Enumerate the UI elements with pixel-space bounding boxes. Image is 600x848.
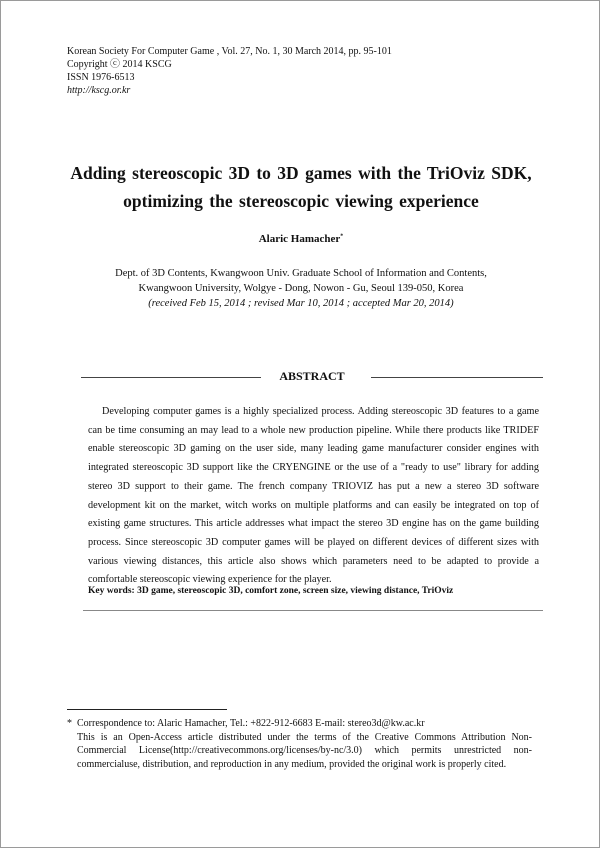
footnote-rule: [67, 709, 227, 710]
paper-title: [41, 159, 561, 215]
copyright-line: Copyright ⓒ 2014 KSCG: [67, 59, 172, 70]
author: [1, 233, 600, 245]
abstract-heading: [81, 369, 543, 385]
correspondence-text: Correspondence to: Alaric Hamacher, Tel.: +822-912-6683 E-mail: stereo3d@kw.ac.kr: [77, 718, 425, 729]
section-divider: [83, 610, 543, 611]
journal-citation: Korean Society For Computer Game , Vol. 27, No. 1, 30 March 2014, pp. 95-101: [67, 46, 392, 57]
footnote-star: *: [67, 718, 72, 729]
abstract-rule-right: [371, 377, 543, 378]
footnote: [67, 717, 532, 771]
keywords-label: Key words:: [88, 586, 135, 596]
title-line-2: optimizing the stereoscopic viewing experience: [123, 191, 479, 211]
affiliation-line-2: Kwangwoon University, Wolgye - Dong, Nowon - Gu, Seoul 139-050, Korea: [138, 283, 464, 294]
journal-url[interactable]: http://kscg.or.kr: [67, 85, 131, 96]
issn-line: ISSN 1976-6513: [67, 72, 135, 83]
keywords-text: 3D game, stereoscopic 3D, comfort zone, screen size, viewing distance, TriOviz: [137, 586, 454, 596]
received-dates: (received Feb 15, 2014 ; revised Mar 10, 2014 ; accepted Mar 20, 2014): [148, 298, 454, 309]
journal-header: [67, 45, 392, 97]
author-name: Alaric Hamacher: [258, 233, 341, 245]
license-text: This is an Open-Access article distributed under the terms of the Creative Commons Attribution Non-Commercial License(http://creativecommons.org/licenses/by-nc/3.0) which permits unrestricted non-commercialuse, distribution, and reproduction in any medium, provided the original work is properly cited.: [77, 731, 532, 770]
abstract-body: Developing computer games is a highly specialized process. Adding stereoscopic 3D features to a game can be time consuming an may lead to a whole new production pipeline. While there products like TRIDEF enable stereoscopic 3D gaming on the user side, many leading game manufacturer consider engines with integrated stereoscopic 3D support like the CRYENGINE or the use of a "ready to use" library for adding stereo 3D support to their game. The french company TRIOVIZ has put a new a stereo 3D software development kit on the market, witch works on multiple platforms and can easily be integrated on top of existing game structures. This article addresses what impact the stereo 3D engine has on the game building process. Since stereoscopic 3D computer games will be played on different devices of different sizes with various viewing distances, this article also shows which parameters need to be adapted to provide a comfortable stereoscopic viewing experience for the player.: [88, 406, 539, 586]
author-mark: *: [340, 233, 344, 240]
affiliation: [41, 266, 561, 311]
correspondence-line: [67, 717, 532, 731]
keywords: [88, 586, 539, 596]
title-line-1: Adding stereoscopic 3D to 3D games with the TriOviz SDK,: [70, 163, 532, 183]
affiliation-line-1: Dept. of 3D Contents, Kwangwoon Univ. Graduate School of Information and Contents,: [115, 268, 487, 279]
abstract-label: ABSTRACT: [279, 369, 345, 383]
